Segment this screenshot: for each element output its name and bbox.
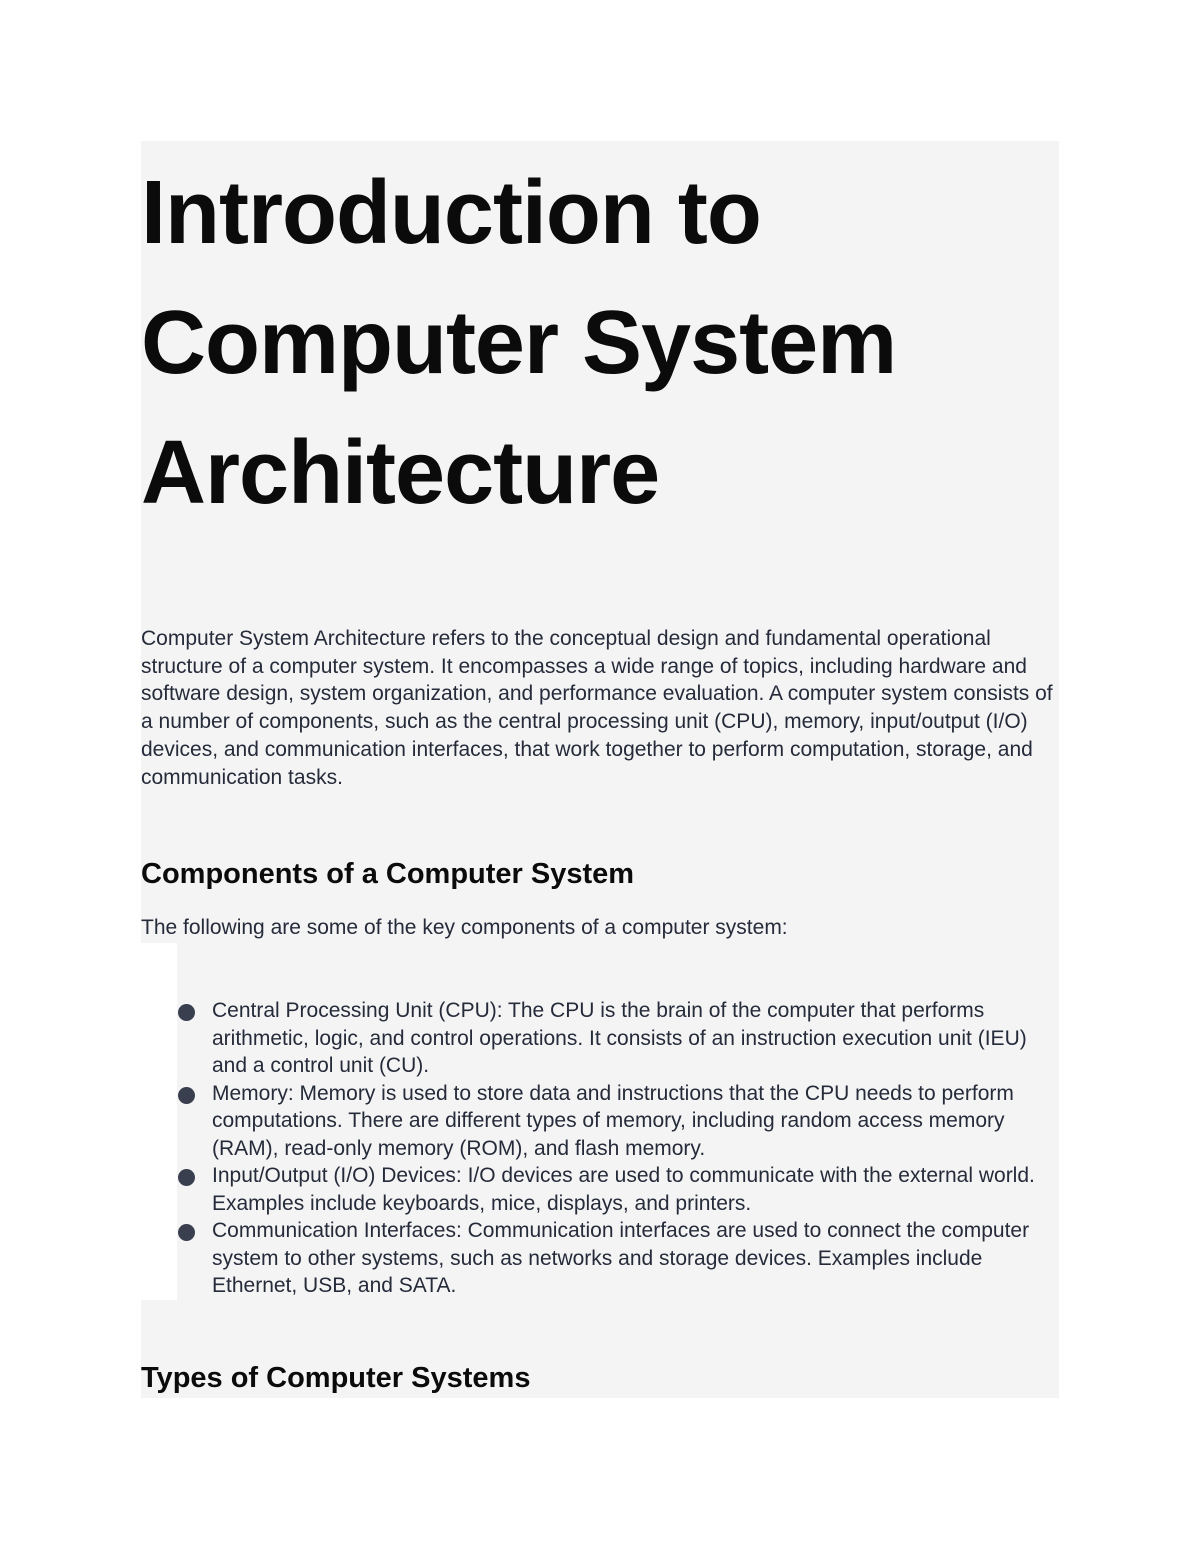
bullet-icon <box>178 1169 195 1186</box>
components-list <box>141 997 1059 1300</box>
list-item <box>141 1080 1042 1163</box>
bullet-icon <box>178 1224 195 1241</box>
components-heading: Components of a Computer System <box>141 858 635 890</box>
list-item-text: Input/Output (I/O) Devices: I/O devices are used to communicate with the external world. Examples include keyboards, mice, displays, and printers. <box>212 1164 1035 1215</box>
intro-paragraph: Computer System Architecture refers to the conceptual design and fundamental operational structure of a computer system. It encompasses a wide range of topics, including hardware and software design, system organization, and performance evaluation. A computer system consists of a number of components, such as the central processing unit (CPU), memory, input/output (I/O) devices, and communication interfaces, that work together to perform computation, storage, and communication tasks. <box>141 627 1053 789</box>
list-item <box>141 1162 1042 1217</box>
list-item <box>141 997 1042 1080</box>
types-heading: Types of Computer Systems <box>141 1362 531 1394</box>
list-item-text: Memory: Memory is used to store data and instructions that the CPU needs to perform computations. There are different types of memory, including random access memory (RAM), read-only memory (ROM), and flash memory. <box>212 1081 1014 1160</box>
bullet-icon <box>178 1087 195 1104</box>
components-lead: The following are some of the key components of a computer system: <box>141 916 788 939</box>
list-item-text: Central Processing Unit (CPU): The CPU is the brain of the computer that performs arithmetic, logic, and control operations. It consists of an instruction execution unit (IEU) and a control unit (CU). <box>212 999 1027 1077</box>
page-title: Introduction to Computer System Architecture <box>141 163 897 523</box>
bullet-icon <box>178 1004 195 1021</box>
list-item <box>141 1217 1042 1300</box>
list-item-text: Communication Interfaces: Communication interfaces are used to connect the computer system to other systems, such as networks and storage devices. Examples include Ethernet, USB, and SATA. <box>212 1219 1030 1297</box>
